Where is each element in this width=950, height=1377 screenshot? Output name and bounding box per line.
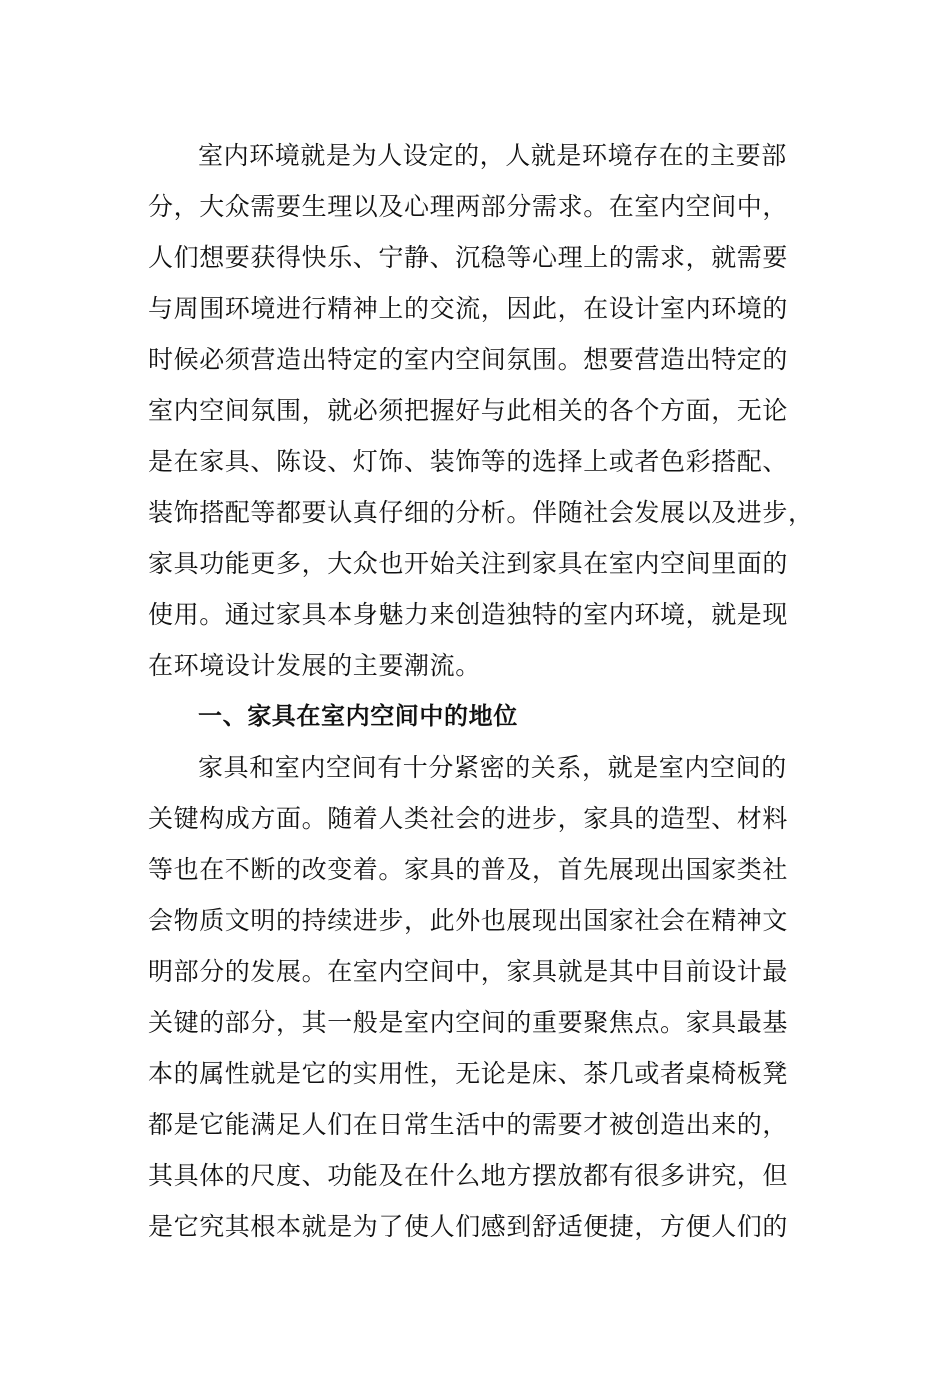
text-line: 人们想要获得快乐、宁静、沉稳等心理上的需求，就需要 <box>148 243 789 272</box>
text-line: 使用。通过家具本身魅力来创造独特的室内环境，就是现 <box>148 600 789 629</box>
text-line: 本的属性就是它的实用性，无论是床、茶几或者桌椅板凳 <box>148 1059 789 1088</box>
text-line: 会物质文明的持续进步，此外也展现出国家社会在精神文 <box>148 906 789 935</box>
text-line: 是它究其根本就是为了使人们感到舒适便捷，方便人们的 <box>148 1212 789 1241</box>
text-line: 家具和室内空间有十分紧密的关系，就是室内空间的 <box>198 753 787 782</box>
text-line: 是在家具、陈设、灯饰、装饰等的选择上或者色彩搭配、 <box>148 447 789 476</box>
text-line: 都是它能满足人们在日常生活中的需要才被创造出来的， <box>148 1110 789 1139</box>
paragraph-intro <box>148 130 814 691</box>
text-line: 分，大众需要生理以及心理两部分需求。在室内空间中， <box>148 192 789 221</box>
text-line: 与周围环境进行精神上的交流，因此，在设计室内环境的 <box>148 294 789 323</box>
text-line: 家具功能更多，大众也开始关注到家具在室内空间里面的 <box>148 549 789 578</box>
text-line: 室内环境就是为人设定的，人就是环境存在的主要部 <box>198 141 787 170</box>
text-line: 关键构成方面。随着人类社会的进步，家具的造型、材料 <box>148 804 789 833</box>
text-line: 时候必须营造出特定的室内空间氛围。想要营造出特定的 <box>148 345 789 374</box>
paragraph-furniture-status <box>148 742 808 1252</box>
text-line: 明部分的发展。在室内空间中，家具就是其中目前设计最 <box>148 957 789 986</box>
text-line: 其具体的尺度、功能及在什么地方摆放都有很多讲究，但 <box>148 1161 789 1190</box>
text-line: 等也在不断的改变着。家具的普及，首先展现出国家类社 <box>148 855 789 884</box>
text-line: 装饰搭配等都要认真仔细的分析。伴随社会发展以及进步， <box>148 498 814 527</box>
section-heading: 一、家具在室内空间中的地位 <box>198 702 518 730</box>
document-body <box>148 130 814 1252</box>
text-line: 关键的部分，其一般是室内空间的重要聚焦点。家具最基 <box>148 1008 789 1037</box>
text-line: 室内空间氛围，就必须把握好与此相关的各个方面，无论 <box>148 396 789 425</box>
text-line: 在环境设计发展的主要潮流。 <box>148 651 481 680</box>
